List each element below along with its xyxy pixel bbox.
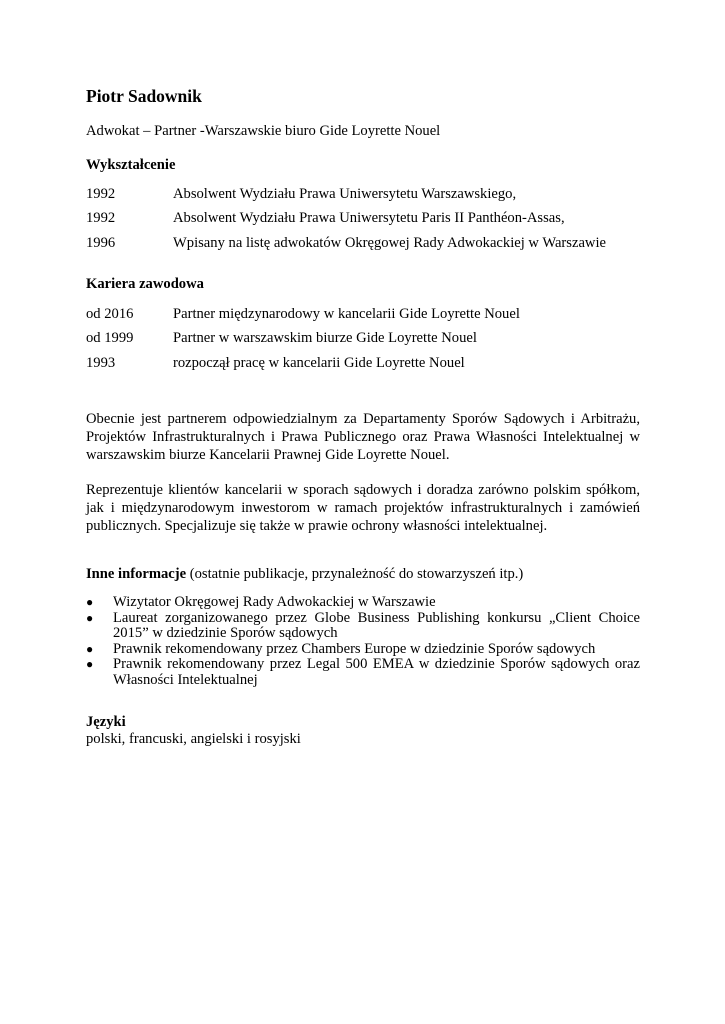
education-heading: Wykształcenie xyxy=(86,157,176,173)
bullet-icon: ● xyxy=(86,610,94,625)
languages-text: polski, francuski, angielski i rosyjski xyxy=(86,731,301,747)
other-info-heading: Inne informacje xyxy=(86,566,187,582)
languages-heading: Języki xyxy=(86,714,126,730)
bullet-icon: ● xyxy=(86,595,94,609)
career-description: Partner w warszawskim biurze Gide Loyrette Nouel xyxy=(173,330,477,346)
person-name: Piotr Sadownik xyxy=(86,86,202,106)
education-description: Wpisany na listę adwokatów Okręgowej Rady Adwokackiej w Warszawie xyxy=(173,235,607,251)
education-year: 1992 xyxy=(86,186,116,202)
other-info-list xyxy=(86,595,640,688)
education-description: Absolwent Wydziału Prawa Uniwersytetu Paris II Panthéon-Assas, xyxy=(173,210,565,226)
list-item-text: Prawnik rekomendowany przez Chambers Europe w dziedzinie Sporów sądowych xyxy=(113,640,596,657)
list-item-text: Prawnik rekomendowany przez Legal 500 EMEA w dziedzinie Sporów sądowych oraz Własności Intelektualnej xyxy=(113,656,640,688)
bullet-icon: ● xyxy=(86,657,94,671)
practice-paragraph: Reprezentuje klientów kancelarii w sporach sądowych i doradza zarówno polskim spółkom, jak i międzynarodowym inwestorom w ramach projektów infrastrukturalnych i zamówień publicznych. Specjalizuje się także w prawie ochrony własności intelektualnej. xyxy=(86,482,640,534)
list-item xyxy=(86,595,640,611)
list-item xyxy=(86,657,640,688)
career-description: Partner międzynarodowy w kancelarii Gide Loyrette Nouel xyxy=(173,306,520,322)
career-year: od 2016 xyxy=(86,306,134,322)
career-description: rozpoczął pracę w kancelarii Gide Loyrette Nouel xyxy=(173,355,465,371)
career-heading: Kariera zawodowa xyxy=(86,276,204,292)
list-item-text: Wizytator Okręgowej Rady Adwokackiej w Warszawie xyxy=(113,594,436,610)
list-item xyxy=(86,642,640,658)
bullet-icon: ● xyxy=(86,641,94,656)
list-item-text: Laureat zorganizowanego przez Globe Business Publishing konkursu „Client Choice 2015” w dziedzinie Sporów sądowych xyxy=(113,609,640,641)
career-year: 1993 xyxy=(86,355,116,371)
other-info-note: (ostatnie publikacje, przynależność do stowarzyszeń itp.) xyxy=(186,566,524,582)
job-title: Adwokat – Partner -Warszawskie biuro Gide Loyrette Nouel xyxy=(86,123,441,139)
career-year: od 1999 xyxy=(86,330,134,346)
education-year: 1996 xyxy=(86,235,116,251)
list-item xyxy=(86,611,640,642)
summary-paragraph: Obecnie jest partnerem odpowiedzialnym za Departamenty Sporów Sądowych i Arbitrażu, Projektów Infrastrukturalnych i Prawa Publicznego oraz Prawa Własności Intelektualnej w warszawskim biurze Kancelarii Prawnej Gide Loyrette Nouel. xyxy=(86,411,640,463)
education-description: Absolwent Wydziału Prawa Uniwersytetu Warszawskiego, xyxy=(173,186,517,202)
other-info-heading-line xyxy=(86,566,523,583)
education-year: 1992 xyxy=(86,210,116,226)
